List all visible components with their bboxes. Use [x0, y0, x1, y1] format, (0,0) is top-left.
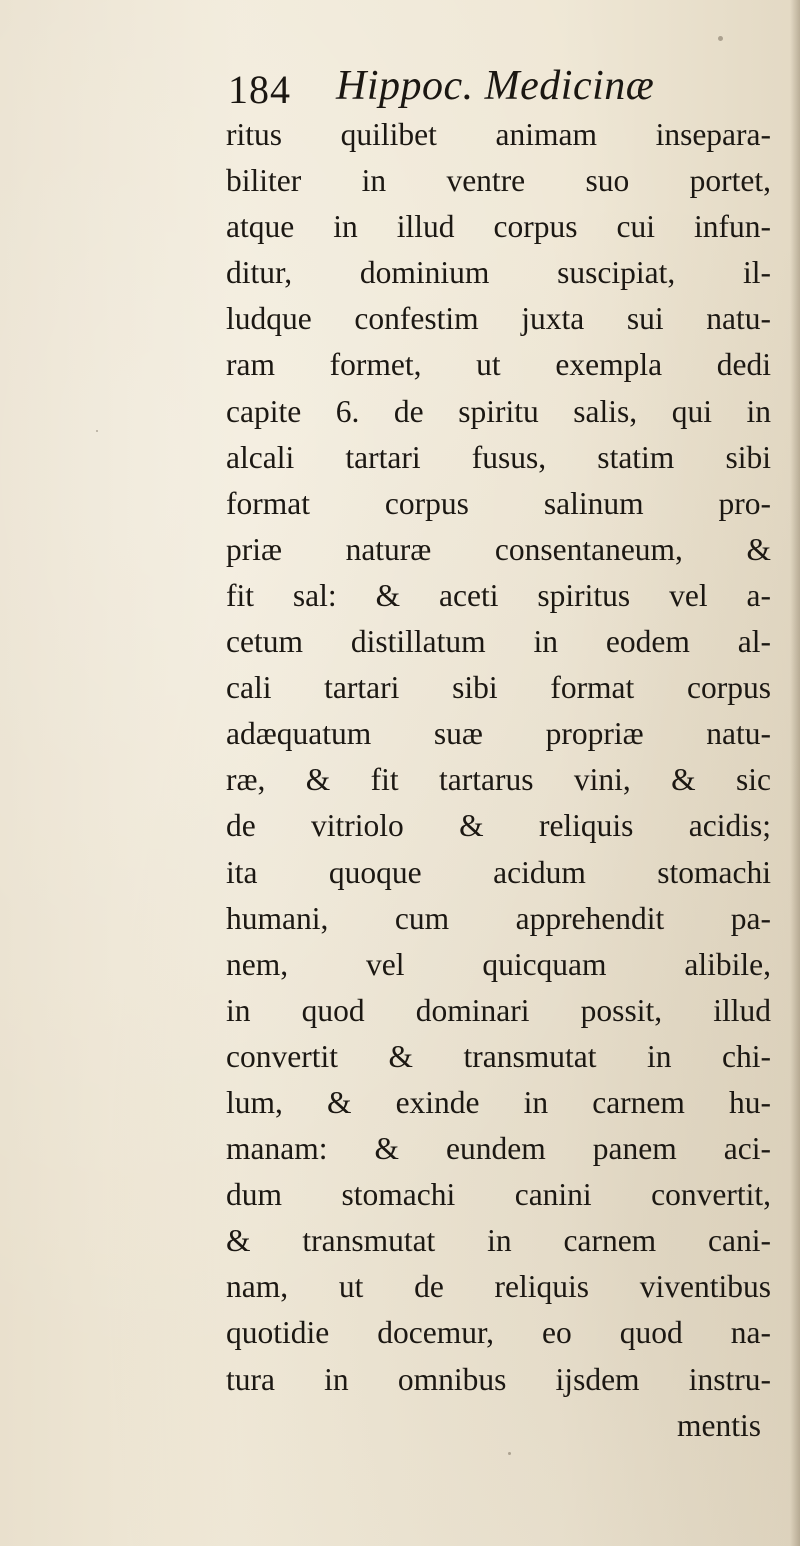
text-line: convertit & transmutat in chi-	[226, 1038, 771, 1074]
text-line: fit sal: & aceti spiritus vel a-	[226, 577, 771, 613]
text-line: biliter in ventre suo portet,	[226, 163, 771, 199]
text-line: tura in omnibus ijsdem instru-	[226, 1361, 771, 1397]
paper-speck	[508, 1452, 511, 1455]
text-line: nem, vel quicquam alibile,	[226, 946, 771, 982]
catchword: mentis	[677, 1407, 761, 1443]
page-header	[228, 62, 768, 118]
text-line: ram formet, ut exempla dedi	[226, 347, 771, 383]
text-line: format corpus salinum pro-	[226, 485, 771, 521]
text-line: ludque confestim juxta sui natu-	[226, 301, 771, 337]
text-line: alcali tartari fusus, statim sibi	[226, 439, 771, 475]
text-line: atque in illud corpus cui infun-	[226, 209, 771, 245]
text-line: ritus quilibet animam insepara-	[226, 117, 771, 152]
text-line: de vitriolo & reliquis acidis;	[226, 808, 771, 844]
text-line: cali tartari sibi format corpus	[226, 670, 771, 706]
text-line: capite 6. de spiritu salis, qui in	[226, 393, 771, 429]
text-line: ita quoque acidum stomachi	[226, 854, 771, 890]
text-line: adæquatum suæ propriæ natu-	[226, 716, 771, 752]
text-line: dum stomachi canini convertit,	[226, 1177, 771, 1213]
text-line: lum, & exinde in carnem hu-	[226, 1084, 771, 1120]
page-edge-shadow	[790, 0, 800, 1546]
paper-speck	[718, 36, 723, 41]
running-head: Hippoc. Medicinæ	[336, 63, 655, 109]
text-line: ditur, dominium suscipiat, il-	[226, 255, 771, 291]
text-line: humani, cum apprehendit pa-	[226, 900, 771, 936]
text-line: cetum distillatum in eodem al-	[226, 624, 771, 660]
text-line: nam, ut de reliquis viventibus	[226, 1269, 771, 1305]
body-text	[226, 112, 771, 1449]
text-line: & transmutat in carnem cani-	[226, 1223, 771, 1259]
text-line: priæ naturæ consentaneum, &	[226, 531, 771, 567]
text-line: manam: & eundem panem aci-	[226, 1131, 771, 1167]
text-line: ræ, & fit tartarus vini, & sic	[226, 762, 771, 798]
text-line: quotidie docemur, eo quod na-	[226, 1315, 771, 1351]
page-number: 184	[228, 67, 291, 112]
text-line: in quod dominari possit, illud	[226, 992, 771, 1028]
paper-speck	[96, 430, 98, 432]
